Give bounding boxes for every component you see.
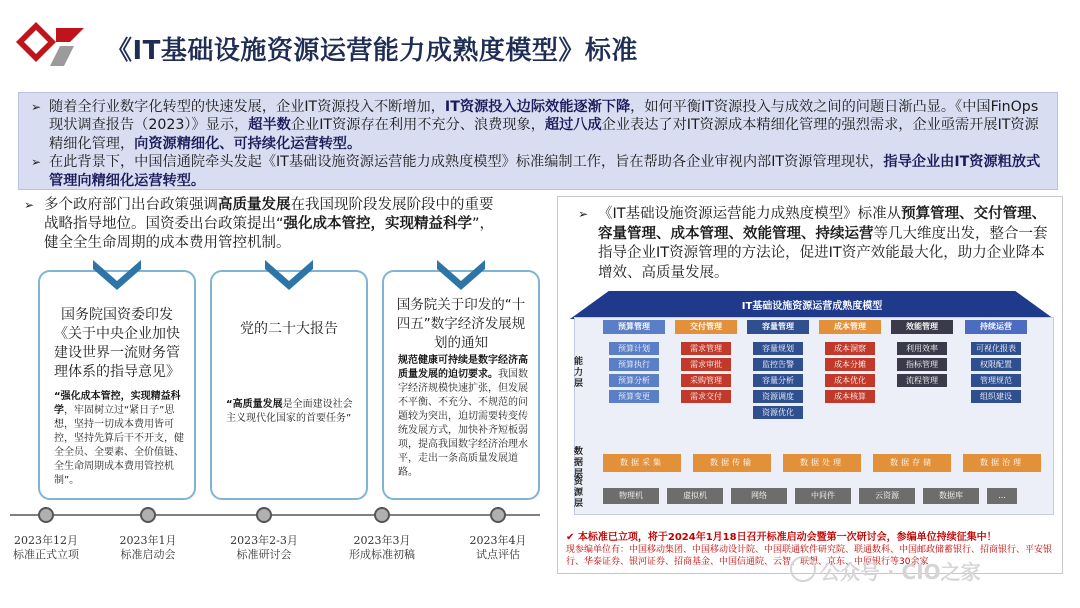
capability-item: 需求审批 (681, 358, 731, 371)
capability-item: 预算执行 (609, 358, 659, 371)
capability-column-header: 容量管理 (747, 320, 809, 334)
capability-item: 指标管理 (897, 358, 947, 371)
timeline-dot (490, 507, 506, 523)
model-architecture (574, 317, 1054, 515)
data-layer-item: 数据存储 (873, 454, 951, 472)
capability-item: 资源调度 (753, 390, 803, 403)
capability-item: 成本洞察 (825, 342, 875, 355)
timeline-date: 2023年12月 (14, 534, 78, 547)
timeline-dot (140, 507, 156, 523)
capability-item: 流程管理 (897, 374, 947, 387)
policy-intro: ➢ 多个政府部门出台政策强调高质量发展在我国现阶段发展阶段中的重要战略指导地位。国资委出台政策提出“强化成本管控，实现精益科学”，健全全生命周期的成本费用管控机制。 (24, 197, 495, 251)
arrow-bullet-icon: ➢ (24, 198, 35, 212)
data-layer-item: 数据治理 (963, 454, 1041, 472)
policy-card-body: “高质量发展是全面建设社会主义现代化国家的首要任务” (226, 399, 353, 424)
timeline-date: 2023年2-3月 (230, 534, 298, 547)
member-list: 现参编单位有：中国移动集团、中国移动设计院、中国联通软件研究院、联通数科、中国邮政储蓄银行、招商银行、平安银行、华泰证券、银河证券、招商基金、中国信通院、云智、联想、京东、中原银行等30余家 (566, 545, 1053, 567)
capability-item: 需求交付 (681, 390, 731, 403)
policy-card-digital-economy: 国务院关于印发的“十四五”数字经济发展规划的通知 规范健康可持续是数字经济高质量发展的迫切要求。我国数字经济规模快速扩张，但发展不平衡、不充分、不规范的问题较为突出，迫切需要转变传统发展方式，加快补齐短板弱项，提高我国数字经济治理水平，走出一条高质量发展道路。 (382, 270, 540, 500)
resource-layer-item: 数据库 (923, 488, 979, 504)
capability-item: 采购管理 (681, 374, 731, 387)
capability-item: 组织建设 (971, 390, 1021, 403)
data-layer-item: 数据采集 (603, 454, 681, 472)
wechat-icon (790, 556, 816, 582)
data-layer-item: 数据处理 (783, 454, 861, 472)
chevron-down-icon (93, 260, 141, 290)
data-layer-label: 数据层 (572, 446, 582, 479)
capability-item: 成本优化 (825, 374, 875, 387)
model-title: IT基础设施资源运营成熟度模型 (741, 301, 883, 312)
policy-card-body: “强化成本管控，实现精益科学，牢固树立过“紧日子”思想，坚持一切成本费用皆可控，坚持先算后干不开支，健全全员、全要素、全价值链、全生命周期成本费用管控机制”。 (54, 391, 184, 486)
chevron-down-icon (265, 260, 313, 290)
project-notice: ✔ 本标准已立项，将于2024年1月18日召开标准启动会暨第一次研讨会，参编单位持续征集中！ (566, 532, 997, 543)
capability-item: 预算变更 (609, 390, 659, 403)
capability-column-header: 交付管理 (675, 320, 737, 334)
timeline-label: 形成标准初稿 (349, 548, 415, 561)
timeline-axis (10, 514, 540, 516)
timeline-label: 试点评估 (476, 548, 520, 561)
resource-layer-item: 虚拟机 (667, 488, 723, 504)
capability-layer-label: 能力层 (572, 356, 582, 389)
capability-item: 管理规范 (971, 374, 1021, 387)
policy-panel (18, 196, 558, 568)
capability-column-header: 效能管理 (891, 320, 953, 334)
intro-paragraph-2: ➢ 在此背景下，中国信通院牵头发起《IT基础设施资源运营能力成熟度模型》标准编制工作，旨在帮助各企业审视内部IT资源管理现状，指导企业由IT资源粗放式管理向精细化运营转型。 (31, 154, 1041, 189)
timeline-dot (256, 507, 272, 523)
timeline-dot (374, 507, 390, 523)
arrow-bullet-icon: ➢ (578, 207, 589, 221)
capability-item: 预算计划 (609, 342, 659, 355)
resource-layer-item: 云资源 (859, 488, 915, 504)
intro-paragraph-1: ➢ 随着全行业数字化转型的快速发展，企业IT资源投入不断增加，IT资源投入边际效能逐渐下降，如何平衡IT资源投入与成效之间的问题日渐凸显。《中国FinOps现状调查报告（2023）》显示，超半数企业IT资源存在利用不充分、浪费现象，超过八成企业表达了对IT资源成本精细化管理的强烈需求，企业亟需开展IT资源精细化管理，向资源精细化、可持续化运营转型。 (31, 99, 1039, 152)
capability-column-header: 成本管理 (819, 320, 881, 334)
capability-column-header: 持续运营 (965, 320, 1027, 334)
timeline-dot (38, 507, 54, 523)
arrow-bullet-icon: ➢ (31, 155, 42, 170)
capability-column-header: 预算管理 (603, 320, 665, 334)
timeline-label: 标准正式立项 (13, 548, 79, 561)
watermark: 公众号 · CIO之家 (820, 560, 981, 584)
resource-layer-item: 物理机 (603, 488, 659, 504)
timeline-label: 标准研讨会 (236, 548, 292, 561)
timeline-date: 2023年1月 (119, 534, 177, 547)
capability-item: 容量分析 (753, 374, 803, 387)
timeline-label: 标准启动会 (120, 548, 176, 561)
resource-layer-label: 资源层 (572, 476, 582, 509)
capability-item: 可视化报表 (971, 342, 1021, 355)
capability-item: 权限配置 (971, 358, 1021, 371)
chevron-down-icon (437, 260, 485, 290)
model-panel (557, 196, 1063, 574)
timeline-date: 2023年3月 (353, 534, 411, 547)
data-layer-item: 数据传输 (693, 454, 771, 472)
policy-card-sasac: 国务院国资委印发《关于中央企业加快建设世界一流财务管理体系的指导意见》 “强化成本管控，实现精益科学，牢固树立过“紧日子”思想，坚持一切成本费用皆可控，坚持先算后干不开支，健全全员、全要素、全价值链、全生命周期成本费用管控机制”。 (38, 270, 196, 500)
model-intro: ➢ 《IT基础设施资源运营能力成熟度模型》标准从预算管理、交付管理、容量管理、成本管理、效能管理、持续运营等几大维度出发，整合一套指导企业IT资源管理的方法论，促进IT资产效能最大化，助力企业降本增效、高质量发展。 (578, 206, 1048, 281)
policy-card-body: 规范健康可持续是数字经济高质量发展的迫切要求。我国数字经济规模快速扩张，但发展不平衡、不充分、不规范的问题较为突出，迫切需要转变传统发展方式，加快补齐短板弱项，提高我国数字经济治理水平，走出一条高质量发展道路。 (398, 355, 528, 478)
intro-box (18, 92, 1058, 190)
capability-item: 利用效率 (897, 342, 947, 355)
resource-layer-item: ... (987, 488, 1017, 504)
capability-item: 预算分析 (609, 374, 659, 387)
resource-layer-item: 中间件 (795, 488, 851, 504)
brand-logo-icon (14, 18, 94, 76)
timeline-date: 2023年4月 (469, 534, 527, 547)
capability-item: 成本核算 (825, 390, 875, 403)
capability-item: 需求管理 (681, 342, 731, 355)
arrow-bullet-icon: ➢ (31, 100, 42, 114)
page-title: 《IT基础设施资源运营能力成熟度模型》标准 (106, 36, 638, 66)
policy-card-congress: 党的二十大报告 “高质量发展是全面建设社会主义现代化国家的首要任务” (210, 270, 368, 500)
capability-item: 监控告警 (753, 358, 803, 371)
capability-item: 容量规划 (753, 342, 803, 355)
capability-item: 资源优化 (753, 406, 803, 419)
resource-layer-item: 网络 (731, 488, 787, 504)
capability-item: 成本分摊 (825, 358, 875, 371)
